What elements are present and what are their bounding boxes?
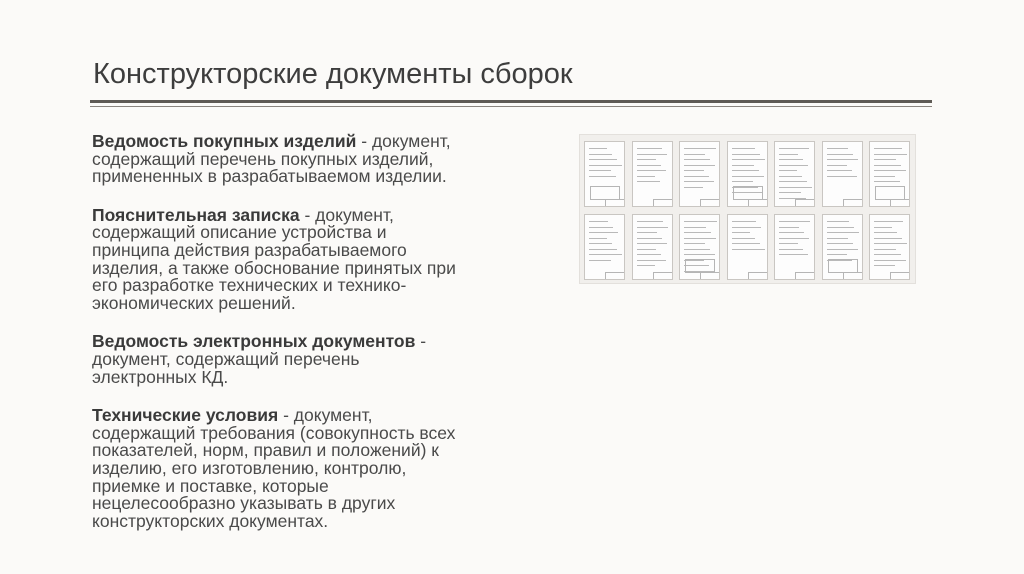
- document-page-thumbnail: [584, 214, 625, 280]
- content-text: [92, 133, 532, 551]
- document-page-thumbnail: [822, 214, 863, 280]
- document-page-thumbnail: [632, 141, 673, 207]
- document-page-thumbnail: [679, 141, 720, 207]
- document-page-thumbnail: [584, 141, 625, 207]
- term-explanatory-note: Пояснительная записка: [92, 204, 300, 225]
- slide-title: Конструкторские документы сборок: [93, 58, 573, 90]
- term-purchased-items-list: Ведомость покупных изделий: [92, 131, 357, 151]
- document-page-thumbnail: [727, 214, 768, 280]
- term-electronic-documents-list: Ведомость электронных документов: [92, 331, 416, 352]
- document-page-thumbnail: [774, 214, 815, 280]
- paragraph-purchased-items-list: Ведомость покупных изделий - документ, содержащий перечень покупных изделий, примененных в разрабатываемом изделии.: [92, 131, 451, 187]
- document-page-thumbnail: [774, 141, 815, 207]
- document-page-thumbnail: [869, 141, 910, 207]
- paragraph-electronic-documents-list: Ведомость электронных документов - документ, содержащий перечень электронных КД.: [92, 331, 427, 387]
- term-technical-conditions: Технические условия: [92, 405, 279, 426]
- document-page-thumbnail: [632, 214, 673, 280]
- document-page-thumbnail: [822, 141, 863, 207]
- document-thumbnails-image: [579, 134, 916, 284]
- document-page-thumbnail: [727, 141, 768, 207]
- title-divider-thick: [90, 100, 932, 103]
- document-page-thumbnail: [869, 214, 910, 280]
- paragraph-explanatory-note: Пояснительная записка - документ, содержащий описание устройства и принципа действия разрабатываемого изделия, а также обоснование принятых при его разработке технических и технико- экономических решений.: [92, 204, 456, 313]
- title-divider-thin: [90, 106, 932, 107]
- paragraph-technical-conditions: Технические условия - документ, содержащий требования (совокупность всех показателей, норм, правил и положений) к изделию, его изготовлению, контролю, приемке и поставке, которые нецелесообразно указывать в других конструкторских документах.: [92, 405, 456, 531]
- document-page-thumbnail: [679, 214, 720, 280]
